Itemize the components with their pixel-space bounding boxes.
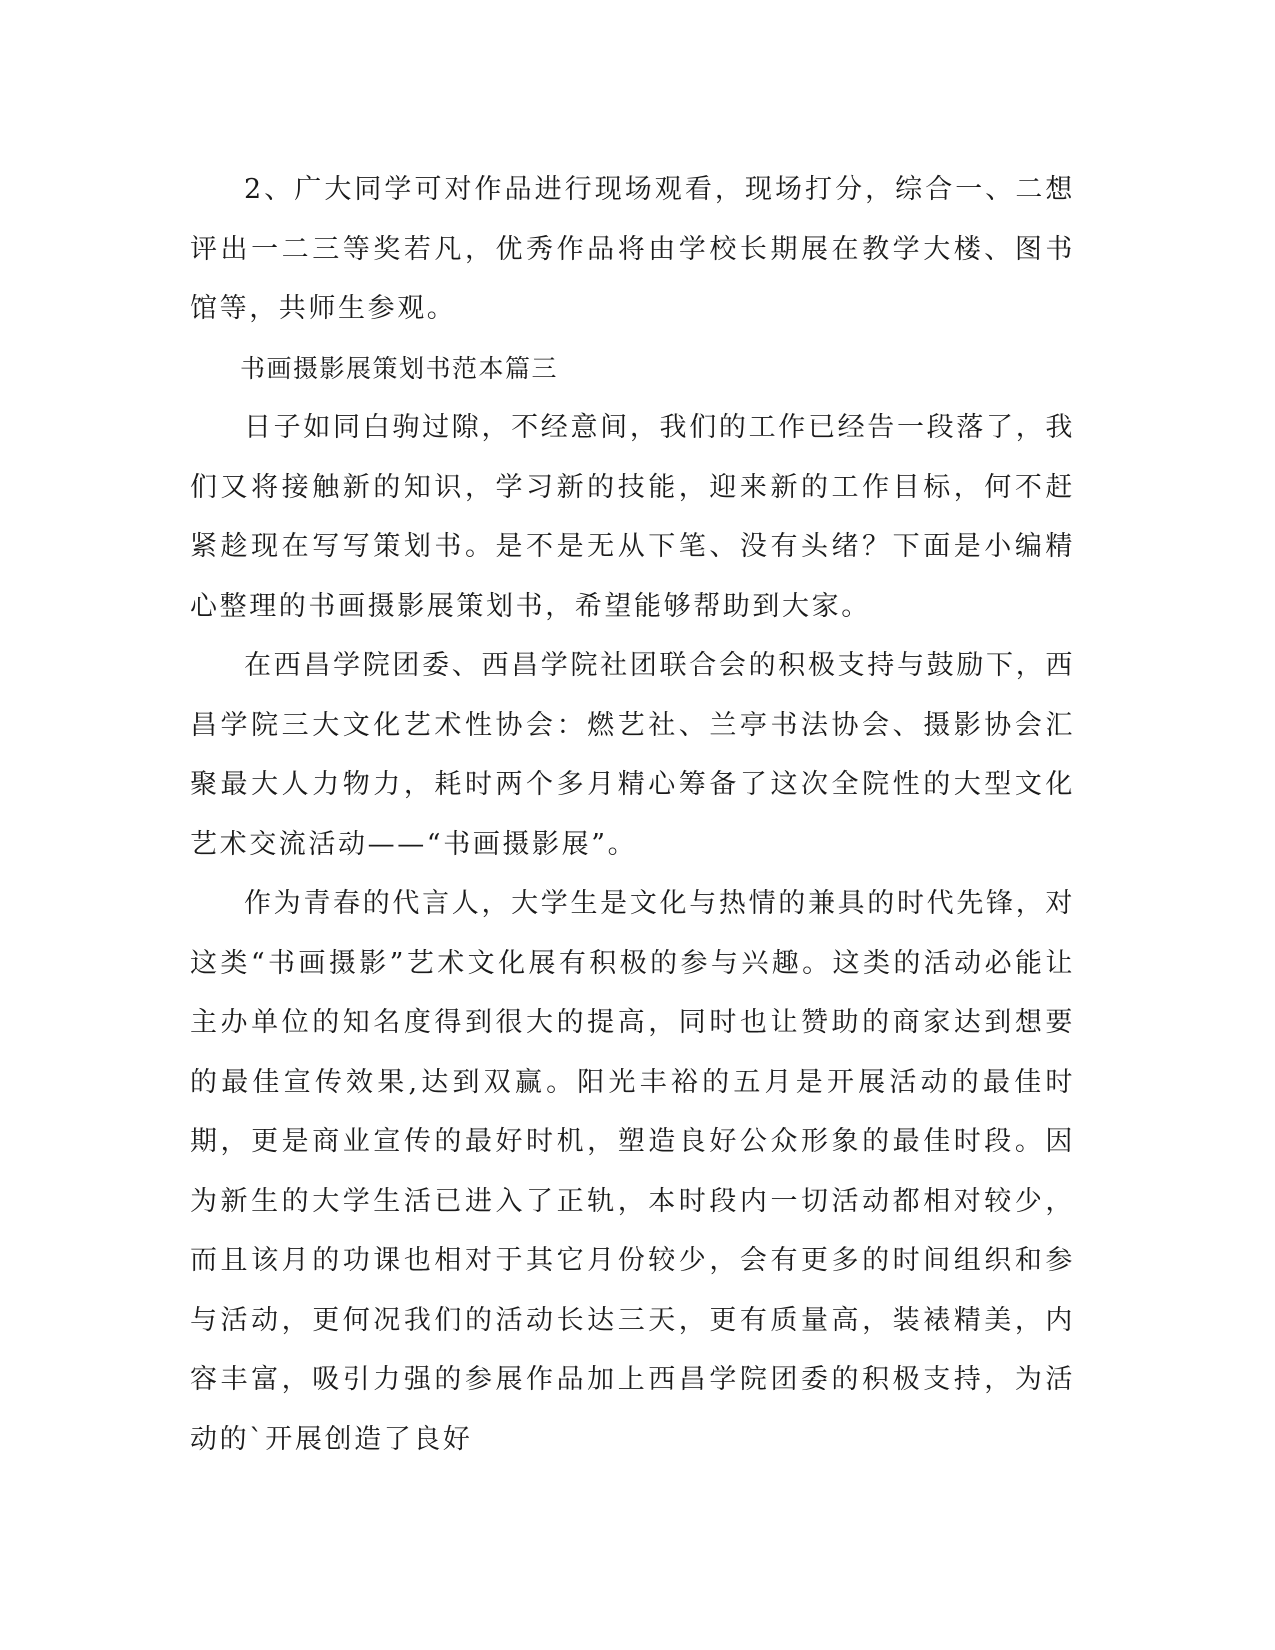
paragraph-intro: 日子如同白驹过隙，不经意间，我们的工作已经告一段落了，我们又将接触新的知识，学习新的技能，迎来新的工作目标，何不赶紧趁现在写写策划书。是不是无从下笔、没有头绪？下面是小编精心整理的书画摄影展策划书，希望能够帮助到大家。 <box>190 412 1075 622</box>
section-heading: 书画摄影展策划书范本篇三 <box>240 353 559 383</box>
document-page <box>190 160 1075 1469</box>
paragraph-organizers: 在西昌学院团委、西昌学院社团联合会的积极支持与鼓励下，西昌学院三大文化艺术性协会：燃艺社、兰亭书法协会、摄影协会汇聚最大人力物力，耗时两个多月精心筹备了这次全院性的大型文化艺术交流活动——“书画摄影展”。 <box>190 650 1075 860</box>
paragraph-background: 作为青春的代言人，大学生是文化与热情的兼具的时代先锋，对这类“书画摄影”艺术文化展有积极的参与兴趣。这类的活动必能让主办单位的知名度得到很大的提高，同时也让赞助的商家达到想要的最佳宣传效果,达到双赢。阳光丰裕的五月是开展活动的最佳时期，更是商业宣传的最好时机，塑造良好公众形象的最佳时段。因为新生的大学生活已进入了正轨，本时段内一切活动都相对较少，而且该月的功课也相对于其它月份较少，会有更多的时间组织和参与活动，更何况我们的活动长达三天，更有质量高，装裱精美，内容丰富，吸引力强的参展作品加上西昌学院团委的积极支持，为活动的`开展创造了良好 <box>190 888 1075 1455</box>
paragraph-award-rules: 2、广大同学可对作品进行现场观看，现场打分，综合一、二想评出一二三等奖若凡，优秀作品将由学校长期展在教学大楼、图书馆等，共师生参观。 <box>190 174 1075 324</box>
